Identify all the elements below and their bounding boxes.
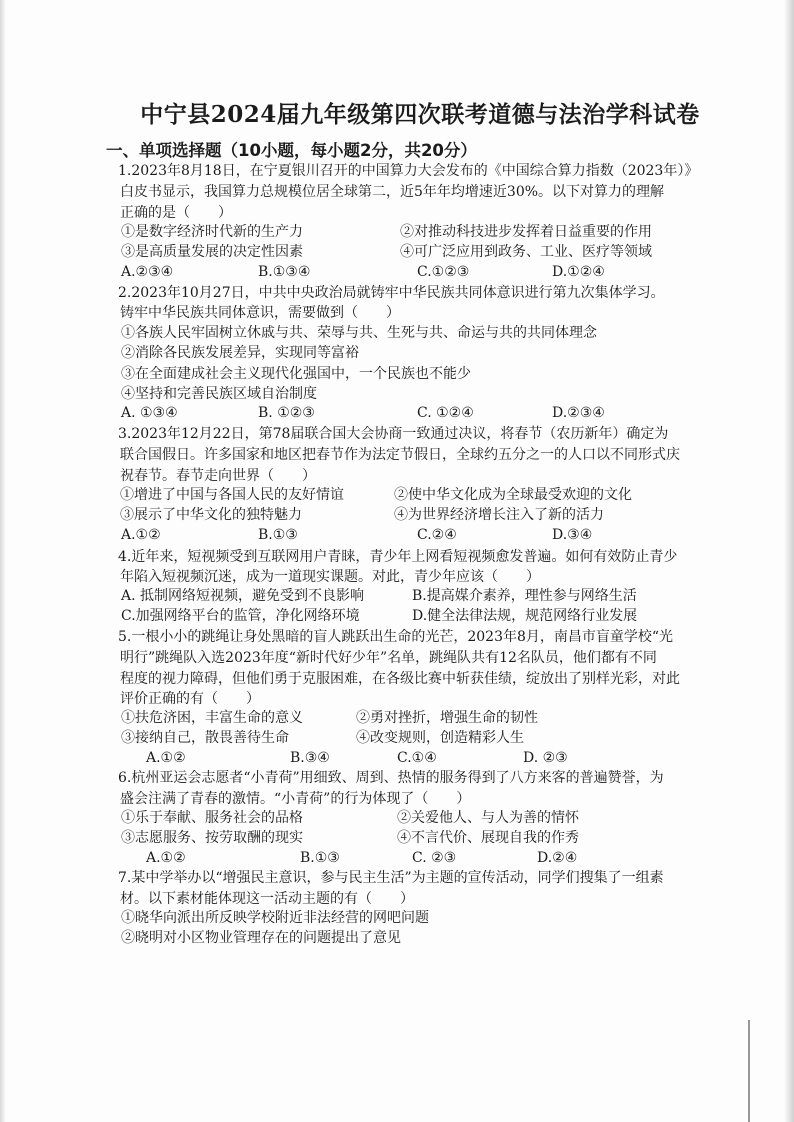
q6-stem-line-2: 盛会注满了青春的激情。“小青荷”的行为体现了（ ） bbox=[120, 791, 471, 807]
q7-stem-line-2: 材。以下素材能体现这一活动主题的有（ ） bbox=[120, 891, 414, 907]
q6-stem-line-1: 6.杭州亚运会志愿者“小青荷”用细致、周到、热情的服务得到了八方来客的普遍赞誉，为 bbox=[118, 770, 664, 786]
fold-line bbox=[748, 1020, 750, 1122]
q5-item-4: ④改变规则，创造精彩人生 bbox=[356, 730, 524, 746]
q6-choice-a: A.①② bbox=[146, 850, 186, 866]
q2-stem-line-2: 铸牢中华民族共同体意识，需要做到（ ） bbox=[120, 305, 400, 321]
q1-choice-b: B.①③④ bbox=[258, 264, 311, 280]
q1-stem-line-1: 1.2023年8月18日，在宁夏银川召开的中国算力大会发布的《中国综合算力指数（2023年）》 bbox=[118, 163, 699, 179]
q6-item-4: ④不言代价、展现自我的作秀 bbox=[397, 830, 579, 846]
q1-choice-c: C.①②③ bbox=[417, 264, 470, 280]
q5-choice-a: A.①② bbox=[146, 750, 186, 766]
q3-item-4: ④为世界经济增长注入了新的活力 bbox=[394, 507, 604, 523]
q2-choice-b: B. ①②③ bbox=[258, 405, 315, 421]
q5-stem-line-1: 5.一根小小的跳绳让身处黑暗的盲人跳跃出生命的光芒，2023年8月，南昌市盲童学校“光 bbox=[118, 629, 674, 645]
q1-item-4: ④可广泛应用到政务、工业、医疗等领域 bbox=[400, 244, 652, 260]
q7-item-1: ①晓华向派出所反映学校附近非法经营的网吧问题 bbox=[121, 910, 429, 926]
exam-title: 中宁县2024届九年级第四次联考道德与法治学科试卷 bbox=[140, 101, 700, 128]
scan-shadow-left bbox=[0, 0, 6, 1122]
q1-choice-a: A.②③④ bbox=[121, 264, 174, 280]
q1-choice-d: D.①②④ bbox=[552, 264, 605, 280]
q2-choice-d: D.②③④ bbox=[552, 405, 605, 421]
q5-choice-d: D. ②③ bbox=[523, 750, 568, 766]
section-heading: 一、单项选择题（10小题，每小题2分，共20分） bbox=[106, 141, 477, 160]
q3-item-2: ②使中华文化成为全球最受欢迎的文化 bbox=[394, 487, 632, 503]
q4-stem-line-2: 年陷入短视频沉迷，成为一道现实课题。对此，青少年应该（ ） bbox=[120, 569, 540, 585]
q4-choice-c: C.加强网络平台的监管，净化网络环境 bbox=[121, 608, 360, 624]
q5-item-1: ①扶危济困，丰富生命的意义 bbox=[121, 710, 303, 726]
q3-stem-line-2: 联合国假日。许多国家和地区把春节作为法定节假日，全球约五分之一的人口以不同形式庆 bbox=[120, 447, 680, 463]
q1-item-1: ①是数字经济时代新的生产力 bbox=[121, 224, 303, 240]
q3-choice-d: D.③④ bbox=[552, 527, 593, 543]
scan-shadow-right bbox=[784, 0, 794, 1122]
q2-choice-c: C. ①②④ bbox=[417, 405, 474, 421]
q5-stem-line-2: 明行”跳绳队入选2023年度“新时代好少年”名单，跳绳队共有12名队员，他们都有不同 bbox=[120, 650, 657, 666]
q5-stem-line-3: 程度的视力障碍，但他们勇于克服困难，在各级比赛中斩获佳绩，绽放出了别样光彩，对此 bbox=[120, 671, 680, 687]
q3-choice-b: B.①③ bbox=[258, 527, 298, 543]
q6-choice-d: D.②④ bbox=[537, 850, 578, 866]
q2-stem-line-1: 2.2023年10月27日，中共中央政治局就铸牢中华民族共同体意识进行第九次集体学习。 bbox=[118, 285, 665, 301]
q3-stem-line-1: 3.2023年12月22日，第78届联合国大会协商一致通过决议，将春节（农历新年）确定为 bbox=[118, 426, 669, 442]
q3-choice-a: A.①② bbox=[121, 527, 161, 543]
q6-item-1: ①乐于奉献、服务社会的品格 bbox=[121, 810, 303, 826]
q2-item-3: ③在全面建成社会主义现代化强国中，一个民族也不能少 bbox=[121, 366, 471, 382]
q6-item-3: ③志愿服务、按劳取酬的现实 bbox=[121, 830, 303, 846]
q7-item-2: ②晓明对小区物业管理存在的问题提出了意见 bbox=[121, 930, 401, 946]
q5-choice-c: C.①④ bbox=[397, 750, 437, 766]
q5-item-3: ③接纳自己，散畏善待生命 bbox=[121, 730, 289, 746]
q6-choice-b: B.①③ bbox=[300, 850, 340, 866]
q3-item-3: ③展示了中华文化的独特魅力 bbox=[120, 507, 302, 523]
q5-stem-line-4: 评价正确的有（ ） bbox=[120, 691, 260, 707]
q3-stem-line-3: 祝春节。春节走向世界（ ） bbox=[120, 468, 316, 484]
q3-item-1: ①增进了中国与各国人民的友好情谊 bbox=[120, 487, 344, 503]
q4-choice-d: D.健全法律法规，规范网络行业发展 bbox=[412, 608, 638, 624]
q4-choice-a: A. 抵制网络短视频，避免受到不良影响 bbox=[121, 588, 365, 604]
q1-stem-line-3: 正确的是（ ） bbox=[120, 205, 232, 221]
q2-choice-a: A. ①③④ bbox=[121, 405, 178, 421]
q1-item-3: ③是高质量发展的决定性因素 bbox=[121, 244, 303, 260]
q5-choice-b: B.③④ bbox=[290, 750, 330, 766]
q2-item-1: ①各族人民牢固树立休戚与共、荣辱与共、生死与共、命运与共的共同体理念 bbox=[121, 325, 597, 341]
q1-stem-line-2: 白皮书显示，我国算力总规模位居全球第二，近5年年均增速近30%。以下对算力的理解 bbox=[120, 184, 665, 200]
q4-choice-b: B.提高媒介素养，理性参与网络生活 bbox=[412, 588, 637, 604]
q2-item-2: ②消除各民族发展差异，实现同等富裕 bbox=[121, 345, 359, 361]
q6-item-2: ②关爱他人、与人为善的情怀 bbox=[397, 810, 579, 826]
q7-stem-line-1: 7.某中学举办以“增强民主意识，参与民主生活”为主题的宣传活动，同学们搜集了一组素 bbox=[118, 870, 664, 886]
q6-choice-c: C. ②③ bbox=[412, 850, 457, 866]
q1-item-2: ②对推动科技进步发挥着日益重要的作用 bbox=[400, 224, 652, 240]
q5-item-2: ②勇对挫折，增强生命的韧性 bbox=[356, 710, 538, 726]
q3-choice-c: C.②④ bbox=[417, 527, 457, 543]
q2-item-4: ④坚持和完善民族区域自治制度 bbox=[121, 386, 317, 402]
q4-stem-line-1: 4.近年来，短视频受到互联网用户青睐，青少年上网看短视频愈发普遍。如何有效防止青少 bbox=[118, 549, 678, 565]
